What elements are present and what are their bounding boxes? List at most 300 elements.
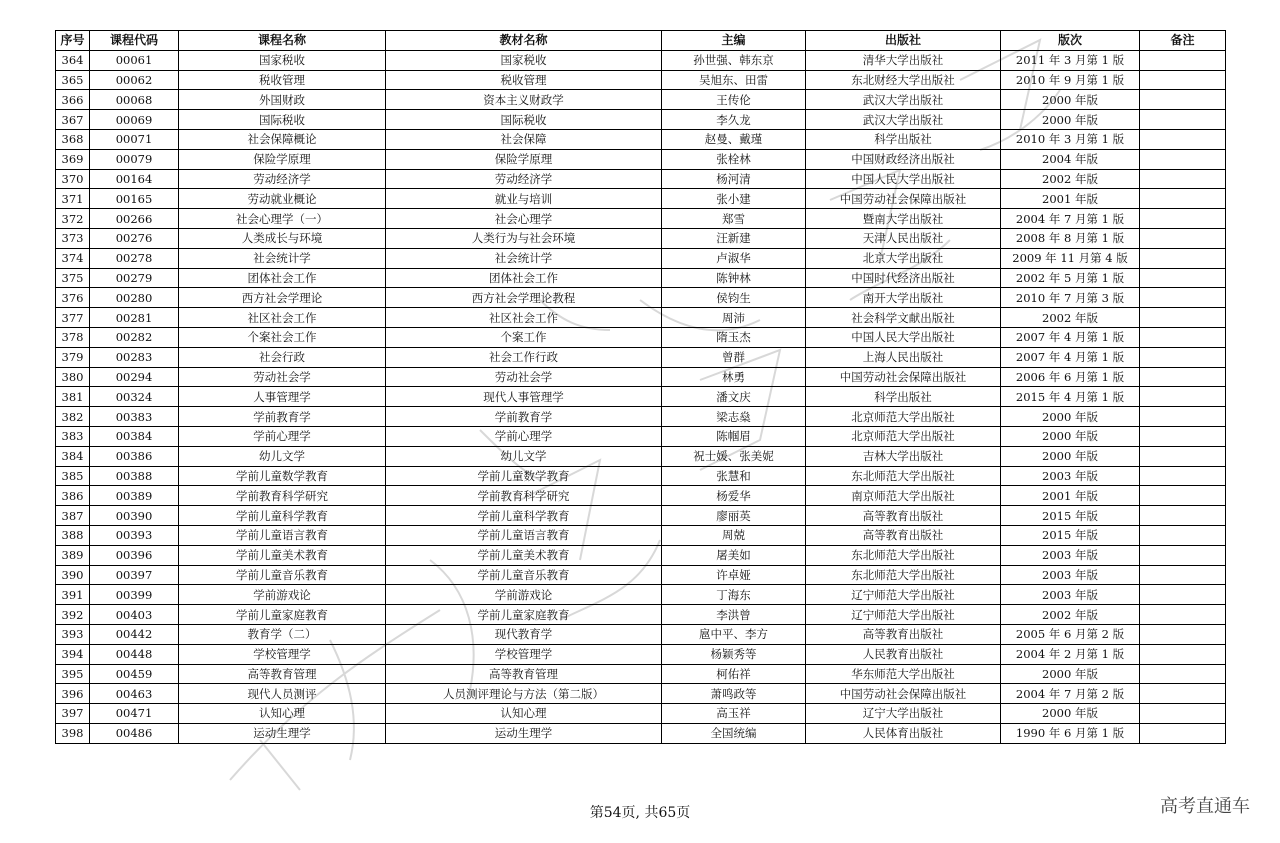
cell-edition: 2000 年版: [1001, 704, 1140, 724]
cell-remarks: [1140, 50, 1226, 70]
cell-publisher: 中国时代经济出版社: [806, 268, 1001, 288]
cell-editor: 高玉祥: [662, 704, 806, 724]
cell-seq: 364: [56, 50, 90, 70]
cell-remarks: [1140, 684, 1226, 704]
cell-editor: 李洪曾: [662, 605, 806, 625]
cell-seq: 392: [56, 605, 90, 625]
cell-seq: 378: [56, 327, 90, 347]
cell-remarks: [1140, 70, 1226, 90]
cell-course-name: 西方社会学理论: [179, 288, 386, 308]
cell-edition: 2015 年 4 月第 1 版: [1001, 387, 1140, 407]
cell-course-code: 00069: [90, 110, 179, 130]
cell-editor: 孙世强、韩东京: [662, 50, 806, 70]
cell-course-code: 00459: [90, 664, 179, 684]
cell-course-name: 高等教育管理: [179, 664, 386, 684]
cell-course-code: 00068: [90, 90, 179, 110]
cell-edition: 2002 年版: [1001, 169, 1140, 189]
cell-remarks: [1140, 466, 1226, 486]
cell-seq: 396: [56, 684, 90, 704]
cell-textbook-name: 学前教育科学研究: [386, 486, 662, 506]
cell-course-name: 认知心理: [179, 704, 386, 724]
cell-publisher: 东北师范大学出版社: [806, 545, 1001, 565]
brand-mark: 高考直通车: [1160, 796, 1250, 817]
cell-seq: 372: [56, 209, 90, 229]
table-row: [56, 90, 1226, 110]
cell-course-name: 国家税收: [179, 50, 386, 70]
cell-course-code: 00397: [90, 565, 179, 585]
table-row: [56, 308, 1226, 328]
table-row: [56, 169, 1226, 189]
table-row: [56, 446, 1226, 466]
cell-remarks: [1140, 486, 1226, 506]
cell-course-code: 00282: [90, 327, 179, 347]
cell-textbook-name: 现代教育学: [386, 624, 662, 644]
cell-edition: 2003 年版: [1001, 565, 1140, 585]
cell-edition: 2000 年版: [1001, 426, 1140, 446]
cell-course-code: 00079: [90, 149, 179, 169]
cell-course-code: 00294: [90, 367, 179, 387]
table-row: [56, 129, 1226, 149]
cell-textbook-name: 幼儿文学: [386, 446, 662, 466]
cell-edition: 2004 年 7 月第 1 版: [1001, 209, 1140, 229]
cell-editor: 屠美如: [662, 545, 806, 565]
table-row: [56, 525, 1226, 545]
cell-textbook-name: 运动生理学: [386, 723, 662, 743]
cell-publisher: 高等教育出版社: [806, 506, 1001, 526]
cell-edition: 2004 年 2 月第 1 版: [1001, 644, 1140, 664]
header-editor: 主编: [662, 31, 806, 51]
cell-edition: 2000 年版: [1001, 110, 1140, 130]
cell-course-code: 00071: [90, 129, 179, 149]
cell-textbook-name: 学前儿童语言教育: [386, 525, 662, 545]
cell-publisher: 吉林大学出版社: [806, 446, 1001, 466]
cell-edition: 2006 年 6 月第 1 版: [1001, 367, 1140, 387]
cell-course-code: 00448: [90, 644, 179, 664]
cell-remarks: [1140, 110, 1226, 130]
cell-remarks: [1140, 644, 1226, 664]
cell-seq: 383: [56, 426, 90, 446]
cell-course-code: 00390: [90, 506, 179, 526]
cell-course-code: 00384: [90, 426, 179, 446]
cell-editor: 许卓娅: [662, 565, 806, 585]
cell-publisher: 中国人民大学出版社: [806, 327, 1001, 347]
cell-course-name: 人类成长与环境: [179, 228, 386, 248]
header-course-name: 课程名称: [179, 31, 386, 51]
cell-edition: 2008 年 8 月第 1 版: [1001, 228, 1140, 248]
cell-textbook-name: 人员测评理论与方法（第二版）: [386, 684, 662, 704]
cell-seq: 370: [56, 169, 90, 189]
cell-remarks: [1140, 308, 1226, 328]
cell-edition: 2003 年版: [1001, 585, 1140, 605]
table-row: [56, 585, 1226, 605]
cell-remarks: [1140, 228, 1226, 248]
cell-seq: 398: [56, 723, 90, 743]
cell-course-name: 个案社会工作: [179, 327, 386, 347]
cell-seq: 373: [56, 228, 90, 248]
cell-publisher: 北京师范大学出版社: [806, 426, 1001, 446]
cell-course-code: 00389: [90, 486, 179, 506]
cell-textbook-name: 现代人事管理学: [386, 387, 662, 407]
cell-textbook-name: 学前儿童家庭教育: [386, 605, 662, 625]
cell-textbook-name: 社区社会工作: [386, 308, 662, 328]
cell-edition: 2010 年 3 月第 1 版: [1001, 129, 1140, 149]
cell-editor: 祝士媛、张美妮: [662, 446, 806, 466]
cell-seq: 377: [56, 308, 90, 328]
cell-textbook-name: 社会工作行政: [386, 347, 662, 367]
cell-editor: 陈帼眉: [662, 426, 806, 446]
cell-editor: 扈中平、李方: [662, 624, 806, 644]
cell-seq: 368: [56, 129, 90, 149]
cell-remarks: [1140, 149, 1226, 169]
cell-edition: 2004 年 7 月第 2 版: [1001, 684, 1140, 704]
cell-textbook-name: 团体社会工作: [386, 268, 662, 288]
cell-publisher: 暨南大学出版社: [806, 209, 1001, 229]
cell-seq: 382: [56, 407, 90, 427]
cell-seq: 379: [56, 347, 90, 367]
cell-seq: 369: [56, 149, 90, 169]
cell-remarks: [1140, 585, 1226, 605]
cell-course-code: 00388: [90, 466, 179, 486]
cell-course-name: 国际税收: [179, 110, 386, 130]
cell-textbook-name: 学前教育学: [386, 407, 662, 427]
cell-publisher: 东北师范大学出版社: [806, 466, 1001, 486]
table-row: [56, 644, 1226, 664]
cell-edition: 2000 年版: [1001, 407, 1140, 427]
cell-seq: 387: [56, 506, 90, 526]
cell-seq: 381: [56, 387, 90, 407]
cell-remarks: [1140, 367, 1226, 387]
cell-course-name: 学前儿童美术教育: [179, 545, 386, 565]
cell-textbook-name: 就业与培训: [386, 189, 662, 209]
header-seq: 序号: [56, 31, 90, 51]
cell-publisher: 中国财政经济出版社: [806, 149, 1001, 169]
cell-textbook-name: 社会统计学: [386, 248, 662, 268]
cell-seq: 371: [56, 189, 90, 209]
cell-publisher: 中国劳动社会保障出版社: [806, 684, 1001, 704]
cell-publisher: 南开大学出版社: [806, 288, 1001, 308]
cell-textbook-name: 认知心理: [386, 704, 662, 724]
cell-editor: 周兢: [662, 525, 806, 545]
cell-course-code: 00283: [90, 347, 179, 367]
cell-publisher: 东北财经大学出版社: [806, 70, 1001, 90]
cell-publisher: 中国劳动社会保障出版社: [806, 367, 1001, 387]
cell-course-code: 00324: [90, 387, 179, 407]
page-number: 第54页, 共65页: [589, 805, 691, 821]
table-row: [56, 268, 1226, 288]
cell-textbook-name: 资本主义财政学: [386, 90, 662, 110]
cell-course-code: 00062: [90, 70, 179, 90]
course-textbook-table: [55, 30, 1226, 744]
cell-course-name: 学前教育科学研究: [179, 486, 386, 506]
cell-course-name: 现代人员测评: [179, 684, 386, 704]
cell-editor: 杨河清: [662, 169, 806, 189]
cell-seq: 384: [56, 446, 90, 466]
cell-course-code: 00403: [90, 605, 179, 625]
cell-textbook-name: 社会保障: [386, 129, 662, 149]
cell-course-name: 学前儿童音乐教育: [179, 565, 386, 585]
cell-seq: 386: [56, 486, 90, 506]
cell-remarks: [1140, 624, 1226, 644]
cell-edition: 2001 年版: [1001, 189, 1140, 209]
cell-seq: 395: [56, 664, 90, 684]
cell-course-name: 社会心理学（一）: [179, 209, 386, 229]
cell-course-name: 学前教育学: [179, 407, 386, 427]
table-row: [56, 209, 1226, 229]
cell-publisher: 科学出版社: [806, 129, 1001, 149]
cell-course-code: 00393: [90, 525, 179, 545]
table-row: [56, 110, 1226, 130]
cell-publisher: 社会科学文献出版社: [806, 308, 1001, 328]
cell-remarks: [1140, 288, 1226, 308]
table-row: [56, 506, 1226, 526]
cell-publisher: 东北师范大学出版社: [806, 565, 1001, 585]
cell-publisher: 上海人民出版社: [806, 347, 1001, 367]
cell-course-name: 学前游戏论: [179, 585, 386, 605]
header-remarks: 备注: [1140, 31, 1226, 51]
cell-editor: 潘文庆: [662, 387, 806, 407]
cell-publisher: 北京师范大学出版社: [806, 407, 1001, 427]
cell-remarks: [1140, 209, 1226, 229]
cell-seq: 374: [56, 248, 90, 268]
table-row: [56, 288, 1226, 308]
cell-textbook-name: 学前儿童音乐教育: [386, 565, 662, 585]
table-row: [56, 327, 1226, 347]
cell-seq: 376: [56, 288, 90, 308]
table-body: [56, 50, 1226, 743]
table-header-row: [56, 31, 1226, 51]
cell-edition: 2007 年 4 月第 1 版: [1001, 327, 1140, 347]
cell-course-name: 运动生理学: [179, 723, 386, 743]
table-row: [56, 70, 1226, 90]
cell-publisher: 科学出版社: [806, 387, 1001, 407]
cell-seq: 366: [56, 90, 90, 110]
table-row: [56, 624, 1226, 644]
table-row: [56, 605, 1226, 625]
table-row: [56, 704, 1226, 724]
cell-edition: 2000 年版: [1001, 664, 1140, 684]
cell-remarks: [1140, 90, 1226, 110]
cell-editor: 柯佑祥: [662, 664, 806, 684]
table-row: [56, 149, 1226, 169]
cell-edition: 2002 年 5 月第 1 版: [1001, 268, 1140, 288]
cell-textbook-name: 西方社会学理论教程: [386, 288, 662, 308]
cell-remarks: [1140, 189, 1226, 209]
cell-seq: 389: [56, 545, 90, 565]
cell-course-code: 00383: [90, 407, 179, 427]
cell-textbook-name: 学前儿童科学教育: [386, 506, 662, 526]
cell-editor: 王传伦: [662, 90, 806, 110]
table-row: [56, 228, 1226, 248]
cell-publisher: 南京师范大学出版社: [806, 486, 1001, 506]
cell-edition: 2004 年版: [1001, 149, 1140, 169]
cell-edition: 2003 年版: [1001, 545, 1140, 565]
table-row: [56, 545, 1226, 565]
cell-remarks: [1140, 407, 1226, 427]
table-row: [56, 565, 1226, 585]
cell-editor: 陈钟林: [662, 268, 806, 288]
cell-editor: 李久龙: [662, 110, 806, 130]
cell-editor: 林勇: [662, 367, 806, 387]
cell-course-code: 00399: [90, 585, 179, 605]
cell-course-name: 劳动就业概论: [179, 189, 386, 209]
cell-course-code: 00276: [90, 228, 179, 248]
cell-editor: 汪新建: [662, 228, 806, 248]
cell-seq: 375: [56, 268, 90, 288]
cell-edition: 2000 年版: [1001, 90, 1140, 110]
cell-textbook-name: 劳动经济学: [386, 169, 662, 189]
cell-course-name: 社会统计学: [179, 248, 386, 268]
cell-seq: 393: [56, 624, 90, 644]
cell-edition: 2002 年版: [1001, 605, 1140, 625]
cell-course-code: 00165: [90, 189, 179, 209]
cell-course-name: 外国财政: [179, 90, 386, 110]
cell-remarks: [1140, 327, 1226, 347]
cell-publisher: 辽宁师范大学出版社: [806, 605, 1001, 625]
cell-remarks: [1140, 129, 1226, 149]
cell-textbook-name: 学前儿童美术教育: [386, 545, 662, 565]
cell-editor: 丁海东: [662, 585, 806, 605]
cell-edition: 2015 年版: [1001, 506, 1140, 526]
table-row: [56, 50, 1226, 70]
cell-editor: 郑雪: [662, 209, 806, 229]
cell-course-code: 00280: [90, 288, 179, 308]
cell-edition: 2000 年版: [1001, 446, 1140, 466]
header-course-code: 课程代码: [90, 31, 179, 51]
cell-course-code: 00471: [90, 704, 179, 724]
cell-editor: 廖丽英: [662, 506, 806, 526]
cell-seq: 388: [56, 525, 90, 545]
cell-publisher: 武汉大学出版社: [806, 110, 1001, 130]
cell-remarks: [1140, 664, 1226, 684]
table-row: [56, 407, 1226, 427]
cell-course-name: 学前心理学: [179, 426, 386, 446]
cell-course-name: 人事管理学: [179, 387, 386, 407]
cell-textbook-name: 学前儿童数学教育: [386, 466, 662, 486]
cell-editor: 张小建: [662, 189, 806, 209]
cell-textbook-name: 人类行为与社会环境: [386, 228, 662, 248]
cell-course-name: 保险学原理: [179, 149, 386, 169]
table-row: [56, 664, 1226, 684]
cell-textbook-name: 国际税收: [386, 110, 662, 130]
cell-publisher: 天津人民出版社: [806, 228, 1001, 248]
cell-editor: 萧鸣政等: [662, 684, 806, 704]
cell-seq: 385: [56, 466, 90, 486]
cell-remarks: [1140, 347, 1226, 367]
cell-seq: 391: [56, 585, 90, 605]
cell-remarks: [1140, 446, 1226, 466]
cell-publisher: 北京大学出版社: [806, 248, 1001, 268]
cell-edition: 2003 年版: [1001, 466, 1140, 486]
cell-remarks: [1140, 268, 1226, 288]
cell-editor: 全国统编: [662, 723, 806, 743]
cell-textbook-name: 税收管理: [386, 70, 662, 90]
cell-course-code: 00463: [90, 684, 179, 704]
cell-course-name: 社区社会工作: [179, 308, 386, 328]
cell-edition: 2010 年 7 月第 3 版: [1001, 288, 1140, 308]
table-row: [56, 723, 1226, 743]
cell-textbook-name: 高等教育管理: [386, 664, 662, 684]
cell-textbook-name: 保险学原理: [386, 149, 662, 169]
cell-remarks: [1140, 723, 1226, 743]
cell-publisher: 辽宁师范大学出版社: [806, 585, 1001, 605]
cell-course-name: 社会保障概论: [179, 129, 386, 149]
cell-publisher: 清华大学出版社: [806, 50, 1001, 70]
cell-edition: 2002 年版: [1001, 308, 1140, 328]
table-row: [56, 466, 1226, 486]
cell-course-name: 团体社会工作: [179, 268, 386, 288]
cell-seq: 380: [56, 367, 90, 387]
cell-course-code: 00486: [90, 723, 179, 743]
cell-editor: 赵曼、戴瑾: [662, 129, 806, 149]
cell-publisher: 人民教育出版社: [806, 644, 1001, 664]
cell-editor: 张慧和: [662, 466, 806, 486]
cell-course-code: 00061: [90, 50, 179, 70]
cell-textbook-name: 个案工作: [386, 327, 662, 347]
cell-course-name: 学校管理学: [179, 644, 386, 664]
cell-course-name: 学前儿童科学教育: [179, 506, 386, 526]
table-row: [56, 367, 1226, 387]
table-row: [56, 189, 1226, 209]
cell-course-code: 00396: [90, 545, 179, 565]
cell-course-code: 00442: [90, 624, 179, 644]
table-row: [56, 387, 1226, 407]
cell-edition: 2011 年 3 月第 1 版: [1001, 50, 1140, 70]
cell-edition: 1990 年 6 月第 1 版: [1001, 723, 1140, 743]
cell-publisher: 人民体育出版社: [806, 723, 1001, 743]
cell-publisher: 华东师范大学出版社: [806, 664, 1001, 684]
cell-course-name: 社会行政: [179, 347, 386, 367]
cell-seq: 390: [56, 565, 90, 585]
cell-textbook-name: 劳动社会学: [386, 367, 662, 387]
table-row: [56, 684, 1226, 704]
header-publisher: 出版社: [806, 31, 1001, 51]
cell-course-name: 税收管理: [179, 70, 386, 90]
cell-remarks: [1140, 169, 1226, 189]
table-row: [56, 347, 1226, 367]
cell-remarks: [1140, 605, 1226, 625]
cell-course-name: 幼儿文学: [179, 446, 386, 466]
cell-editor: 曾群: [662, 347, 806, 367]
cell-editor: 卢淑华: [662, 248, 806, 268]
cell-editor: 杨爱华: [662, 486, 806, 506]
cell-seq: 367: [56, 110, 90, 130]
table-row: [56, 486, 1226, 506]
cell-publisher: 中国劳动社会保障出版社: [806, 189, 1001, 209]
cell-course-name: 学前儿童语言教育: [179, 525, 386, 545]
cell-edition: 2015 年版: [1001, 525, 1140, 545]
cell-edition: 2007 年 4 月第 1 版: [1001, 347, 1140, 367]
cell-textbook-name: 学前心理学: [386, 426, 662, 446]
cell-edition: 2005 年 6 月第 2 版: [1001, 624, 1140, 644]
cell-publisher: 高等教育出版社: [806, 525, 1001, 545]
cell-textbook-name: 学校管理学: [386, 644, 662, 664]
table-row: [56, 248, 1226, 268]
cell-remarks: [1140, 387, 1226, 407]
cell-remarks: [1140, 704, 1226, 724]
cell-course-code: 00278: [90, 248, 179, 268]
cell-editor: 梁志燊: [662, 407, 806, 427]
cell-editor: 张栓林: [662, 149, 806, 169]
cell-editor: 吴旭东、田雷: [662, 70, 806, 90]
cell-course-name: 劳动经济学: [179, 169, 386, 189]
cell-publisher: 中国人民大学出版社: [806, 169, 1001, 189]
header-edition: 版次: [1001, 31, 1140, 51]
cell-course-code: 00279: [90, 268, 179, 288]
cell-course-name: 教育学（二）: [179, 624, 386, 644]
cell-seq: 365: [56, 70, 90, 90]
cell-publisher: 武汉大学出版社: [806, 90, 1001, 110]
cell-editor: 周沛: [662, 308, 806, 328]
